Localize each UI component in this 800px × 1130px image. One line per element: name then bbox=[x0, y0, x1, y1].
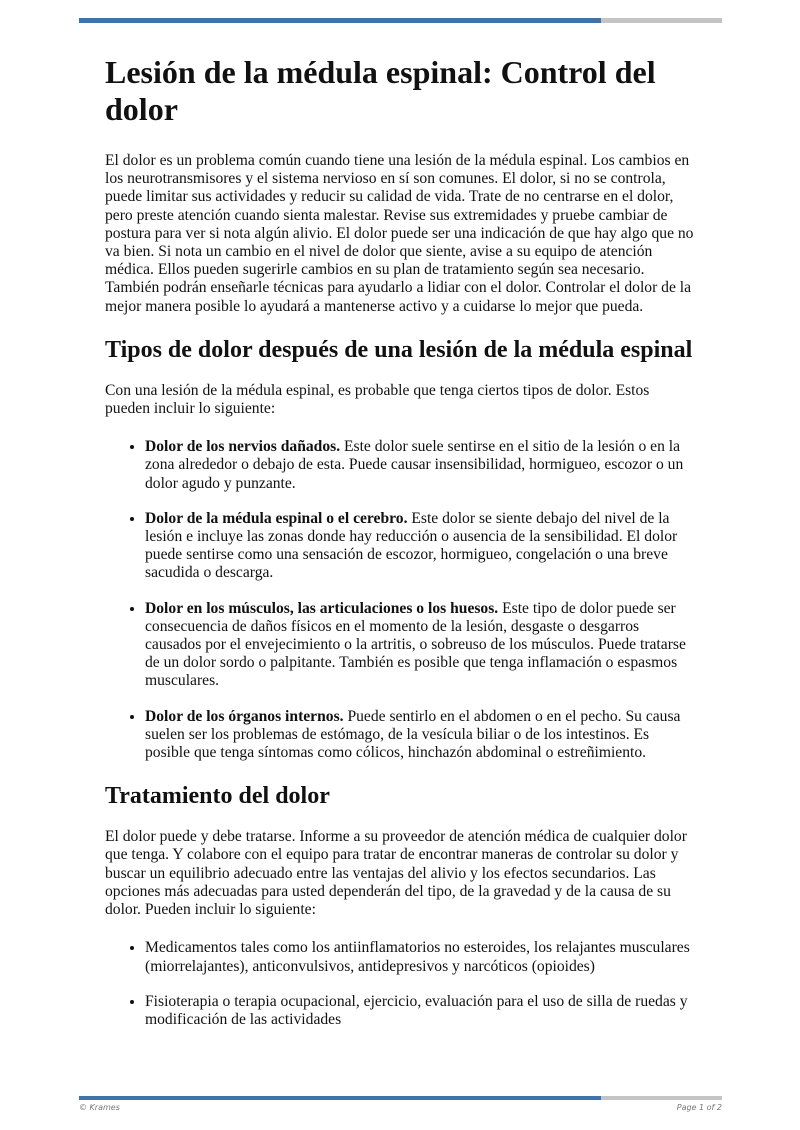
list-item-term: Dolor de la médula espinal o el cerebro. bbox=[145, 509, 408, 527]
treatment-list bbox=[105, 939, 697, 1029]
list-item-text: Este dolor se siente debajo del nivel de la lesión e incluye las zonas donde hay reducción o ausencia de la sensibilidad. El dolor puede sentirse como una sensación de escozor, hormigueo, congelación o una breve sacudida o descarga. bbox=[145, 509, 678, 582]
pain-types-intro: Con una lesión de la médula espinal, es probable que tenga ciertos tipos de dolor. Estos pueden incluir lo siguiente: bbox=[105, 381, 650, 418]
document-title: Lesión de la médula espinal: Control del dolor bbox=[105, 54, 656, 127]
list-item-term: Dolor de los nervios dañados. bbox=[145, 438, 341, 456]
list-item: • Medicamentos tales como los antiinflamatorios no esteroides, los relajantes musculares (miorrelajantes), anticonvulsivos, antidepresivos y narcóticos (opioides) bbox=[145, 939, 697, 975]
list-item bbox=[145, 600, 697, 691]
footer-rule-secondary bbox=[601, 1096, 722, 1100]
list-item bbox=[145, 708, 697, 763]
pain-types-list bbox=[105, 438, 697, 762]
section-heading-treatment: Tratamiento del dolor bbox=[105, 783, 330, 810]
header-rule-secondary bbox=[601, 18, 722, 23]
list-item-term: Dolor de los órganos internos. bbox=[145, 707, 344, 725]
list-item-text: Este dolor suele sentirse en el sitio de la lesión o en la zona alrededor o debajo de esta. Puede causar insensibilidad, hormigueo, escozor o un dolor agudo y punzante. bbox=[145, 438, 684, 492]
header-rule-accent bbox=[79, 18, 601, 23]
list-item: • Fisioterapia o terapia ocupacional, ejercicio, evaluación para el uso de silla de ruedas y modificación de las actividades bbox=[145, 993, 697, 1029]
section-heading-pain-types: Tipos de dolor después de una lesión de la médula espinal bbox=[105, 336, 693, 363]
footer-copyright: © Krames bbox=[79, 1103, 120, 1112]
list-item-text: Puede sentirlo en el abdomen o en el pecho. Su causa suelen ser los problemas de estómago, de la vesícula biliar o de los intestinos. Es posible que tenga síntomas como cólicos, hinchazón abdominal o estreñimiento. bbox=[145, 707, 681, 762]
document-body bbox=[105, 54, 697, 1049]
header-rule bbox=[79, 18, 722, 23]
footer-rule bbox=[79, 1096, 722, 1100]
intro-paragraph: El dolor es un problema común cuando tiene una lesión de la médula espinal. Los cambios en los neurotransmisores y el sistema nervioso en sí son comunes. El dolor, si no se controla, puede limitar sus actividades y reducir su calidad de vida. Trate de no centrarse en el dolor, pero preste atención cuando sienta malestar. Revise sus extremidades y pruebe cambiar de postura para ver si nota algún alivio. El dolor puede ser una indicación de que hay algo que no va bien. Si nota un cambio en el nivel de dolor que siente, avise a su equipo de atención médica. Ellos pueden sugerirle cambios en su plan de tratamiento según sea necesario. También podrán enseñarle técnicas para ayudarlo a lidiar con el dolor. Controlar el dolor de la mejor manera posible lo ayudará a mantenerse activo y a cuidarse lo mejor que pueda. bbox=[105, 152, 694, 315]
footer-rule-accent bbox=[79, 1096, 601, 1100]
footer-page-number: Page 1 of 2 bbox=[676, 1103, 722, 1112]
list-item bbox=[145, 438, 697, 493]
list-item bbox=[145, 510, 697, 583]
list-item-text: Este tipo de dolor puede ser consecuencia de daños físicos en el momento de la lesión, desgaste o desgarros causados por el envejecimiento o la artritis, o sobreuso de los músculos. Puede tratarse de un dolor sordo o palpitante. También es posible que tenga inflamación o espasmos musculares. bbox=[145, 599, 686, 690]
treatment-intro: El dolor puede y debe tratarse. Informe a su proveedor de atención médica de cualquier dolor que tenga. Y colabore con el equipo para tratar de encontrar maneras de controlar su dolor y buscar un equilibrio adecuado entre las ventajas del alivio y los efectos secundarios. Las opciones más adecuadas para usted dependerán del tipo, de la gravedad y de la causa de su dolor. Pueden incluir lo siguiente: bbox=[105, 828, 687, 919]
list-item-term: Dolor en los músculos, las articulaciones o los huesos. bbox=[145, 599, 499, 617]
